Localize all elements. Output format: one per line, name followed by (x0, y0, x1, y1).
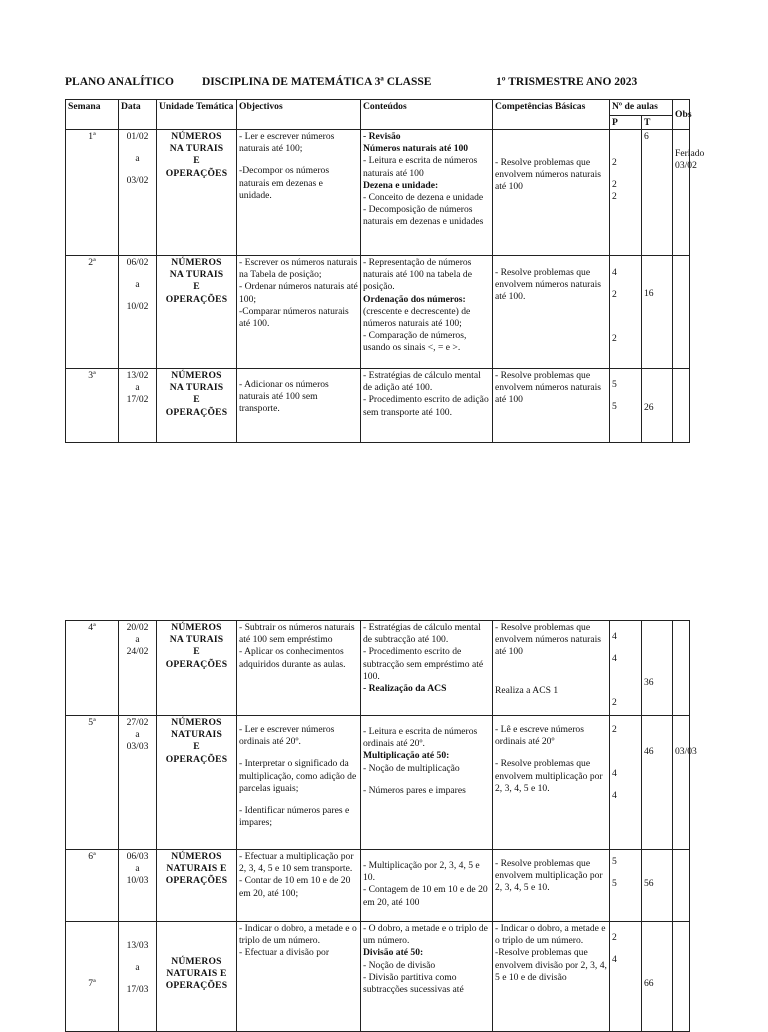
week-cell: 5ª (66, 716, 119, 850)
col-unidade: Unidade Temática (157, 100, 237, 130)
competencies-cell: - Resolve problemas que envolvem números naturais até 100. (493, 256, 610, 369)
objectives-cell: - Ler e escrever números ordinais até 20º. - Interpretar o significado da multiplicação, como adição de parcelas iguais; - Identificar números pares e impares; (237, 716, 361, 850)
unit-cell: NÚMEROS NATURAIS E OPERAÇÕES (157, 922, 237, 1032)
col-semana: Semana (66, 100, 119, 130)
p-cell: 2 2 2 (610, 130, 642, 256)
date-cell: 27/02 a 03/03 (119, 716, 157, 850)
unit-cell: NÚMEROS NA TURAIS E OPERAÇÕES (157, 369, 237, 443)
col-n-aulas: Nº de aulas (610, 100, 673, 116)
date-cell: 13/03 a 17/03 (119, 922, 157, 1032)
col-competencias: Competências Básicas (493, 100, 610, 130)
unit-cell: NÚMEROS NA TURAIS E OPERAÇÕES (157, 621, 237, 716)
week-cell: 2ª (66, 256, 119, 369)
objectives-cell: - Subtrair os números naturais até 100 sem empréstimo - Aplicar os conhecimentos adquiridos durante as aulas. (237, 621, 361, 716)
t-cell: 6 (642, 130, 673, 256)
contents-cell: - Leitura e escrita de números ordinais até 20º. Multiplicação até 50: - Noção de multiplicação - Números pares e impares (361, 716, 493, 850)
contents-cell: - Representação de números naturais até 100 na tabela de posição. Ordenação dos números: (crescente e decrescente) de números naturais até 100; - Comparação de números, usando os sinais <, = e >. (361, 256, 493, 369)
table-row (66, 130, 690, 256)
competencies-cell: - Resolve problemas que envolvem números naturais até 100 Realiza a ACS 1 (493, 621, 610, 716)
table-row (66, 850, 690, 922)
obs-cell: 03/03 (673, 716, 690, 850)
t-cell: 46 (642, 716, 673, 850)
week-cell: 3ª (66, 369, 119, 443)
table-row (66, 716, 690, 850)
p-cell: 5 5 (610, 369, 642, 443)
date-cell: 06/02 a 10/02 (119, 256, 157, 369)
plan-table-2 (65, 620, 697, 1032)
week-cell: 4ª (66, 621, 119, 716)
table-row (66, 922, 690, 1032)
unit-cell: NÚMEROS NA TURAIS E OPERAÇÕES (157, 130, 237, 256)
unit-cell: NÚMEROS NATURAIS E OPERAÇÕES (157, 850, 237, 922)
date-cell: 20/02 a 24/02 (119, 621, 157, 716)
date-cell: 13/02 a 17/02 (119, 369, 157, 443)
t-cell: 66 (642, 922, 673, 1032)
plan-title: PLANO ANALÍTICO (65, 76, 174, 88)
date-cell: 06/03 a 10/03 (119, 850, 157, 922)
competencies-cell: - Lê e escreve números ordinais até 20º - Resolve problemas que envolvem multiplicação por 2, 3, 4, 5 e 10. (493, 716, 610, 850)
week-cell: 6ª (66, 850, 119, 922)
plan-table-1 (65, 99, 705, 443)
contents-cell: - O dobro, a metade e o triplo de um número. Divisão até 50: - Noção de divisão - Divisão partitiva como subtracções sucessivas até (361, 922, 493, 1032)
obs-cell (673, 621, 690, 716)
week-cell: 7ª (66, 922, 119, 1032)
col-data: Data (119, 100, 157, 130)
t-cell: 16 (642, 256, 673, 369)
col-conteudos: Conteúdos (361, 100, 493, 130)
competencies-cell: - Resolve problemas que envolvem números naturais até 100 (493, 369, 610, 443)
term-title: 1º TRISMESTRE ANO 2023 (496, 76, 638, 88)
p-cell: 5 5 (610, 850, 642, 922)
unit-cell: NÚMEROS NA TURAIS E OPERAÇÕES (157, 256, 237, 369)
t-cell: 36 (642, 621, 673, 716)
objectives-cell: - Escrever os números naturais na Tabela de posição; - Ordenar números naturais até 100; -Comparar números naturais até 100. (237, 256, 361, 369)
p-cell: 2 4 (610, 922, 642, 1032)
competencies-cell: - Resolve problemas que envolvem multiplicação por 2, 3, 4, 5 e 10. (493, 850, 610, 922)
contents-cell: - Estratégias de cálculo mental de subtracção até 100. - Procedimento escrito de subtracção sem empréstimo até 100. - Realização da ACS (361, 621, 493, 716)
col-t: T (642, 116, 673, 130)
t-cell: 56 (642, 850, 673, 922)
obs-cell: Feriado 03/02 (673, 130, 690, 256)
col-objectivos: Objectivos (237, 100, 361, 130)
t-cell: 26 (642, 369, 673, 443)
objectives-cell: - Ler e escrever números naturais até 100; -Decompor os números naturais em dezenas e unidade. (237, 130, 361, 256)
unit-cell: NÚMEROS NATURAIS E OPERAÇÕES (157, 716, 237, 850)
table-row (66, 369, 690, 443)
week-cell: 1ª (66, 130, 119, 256)
table-row (66, 621, 690, 716)
objectives-cell: - Indicar o dobro, a metade e o triplo de um número. - Efectuar a divisão por (237, 922, 361, 1032)
obs-cell (673, 922, 690, 1032)
objectives-cell: - Efectuar a multiplicação por 2, 3, 4, 5 e 10 sem transporte. - Contar de 10 em 10 e de 20 em 20, até 100; (237, 850, 361, 922)
contents-cell: - Estratégias de cálculo mental de adição até 100. - Procedimento escrito de adição sem transporte até 100. (361, 369, 493, 443)
objectives-cell: - Adicionar os números naturais até 100 sem transporte. (237, 369, 361, 443)
col-obs: Obs (673, 100, 690, 130)
p-cell: 2 4 4 (610, 716, 642, 850)
col-p: P (610, 116, 642, 130)
obs-cell (673, 369, 690, 443)
contents-cell: - Revisão Números naturais até 100 - Leitura e escrita de números naturais até 100 Dezena e unidade: - Conceito de dezena e unidade - Decomposição de números naturais em dezenas e unidades (361, 130, 493, 256)
p-cell: 4 2 2 (610, 256, 642, 369)
competencies-cell: - Indicar o dobro, a metade e o triplo de um número. -Resolve problemas que envolvem divisão por 2, 3, 4, 5 e 10 e de divisão (493, 922, 610, 1032)
table-row (66, 256, 690, 369)
p-cell: 4 4 2 (610, 621, 642, 716)
competencies-cell: - Resolve problemas que envolvem números naturais até 100 (493, 130, 610, 256)
discipline-title: DISCIPLINA DE MATEMÁTICA 3ª CLASSE (202, 76, 432, 88)
obs-cell (673, 256, 690, 369)
contents-cell: - Multiplicação por 2, 3, 4, 5 e 10. - Contagem de 10 em 10 e de 20 em 20, até 100 (361, 850, 493, 922)
obs-cell (673, 850, 690, 922)
date-cell: 01/02 a 03/02 (119, 130, 157, 256)
